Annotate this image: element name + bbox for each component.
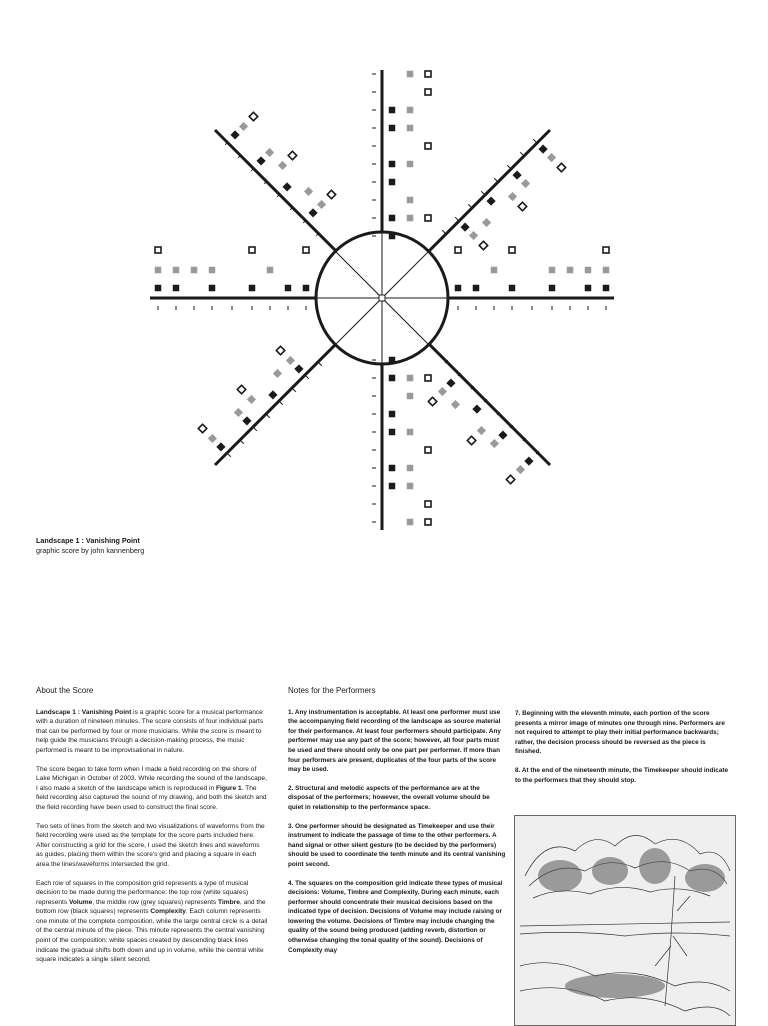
volume-square [506,475,514,483]
timbre-square [490,439,498,447]
timbre-square [451,400,459,408]
complexity-square [509,285,515,291]
timbre-square [209,267,215,273]
bold-term: Complexity [150,908,186,916]
bold-term: Timbre [218,898,240,906]
timbre-square [407,375,413,381]
timbre-square [234,408,242,416]
complexity-square [539,145,547,153]
timbre-square [407,393,413,399]
text-run: , and the bottom row (black squares) represents [36,898,266,916]
complexity-square [525,457,533,465]
complexity-square [249,285,255,291]
time-tick [254,428,257,431]
text-run: Two sets of lines from the sketch and two visualizations of waveforms from the field recording were used as the template for the score parts included here. After constructing a grid for the score, I used the sketch lines and waveforms as guides, placing them within the score's grid and placing a square in each area the lines/waveforms intersected the grid. [36,822,265,868]
timbre-square [407,429,413,435]
bold-term: Landscape 1 : Vanishing Point [36,708,132,716]
complexity-square [513,171,521,179]
complexity-square [389,233,395,239]
timbre-square [482,218,490,226]
complexity-square [389,375,395,381]
complexity-square [389,411,395,417]
time-tick [520,152,523,155]
notes-heading: Notes for the Performers [288,686,376,695]
complexity-square [455,285,461,291]
timbre-square [516,465,524,473]
timbre-square [407,215,413,221]
complexity-square [473,405,481,413]
timbre-square [317,200,325,208]
timbre-square [521,179,529,187]
time-tick [507,165,510,168]
complexity-square [487,197,495,205]
text-run: . Each column represents one minute of the complete composition, while the large central circle is a detail of the central minute of the piece. This minute represents the central vanishing point of the composition: white spaces created by descending black lines indicate the gradual shifts both down and up in volume, while the central white square indicates a single silent second. [36,908,268,964]
timbre-square [407,125,413,131]
volume-square [198,424,206,432]
complexity-square [549,285,555,291]
time-tick [293,389,296,392]
volume-square [249,112,257,120]
volume-square [509,247,515,253]
complexity-square [603,285,609,291]
volume-square [327,190,335,198]
notes-column-continued [515,709,733,794]
complexity-square [447,379,455,387]
complexity-square [473,285,479,291]
timbre-square [208,434,216,442]
bold-term: Figure 1 [215,784,242,792]
volume-square [425,375,431,381]
volume-square [455,247,461,253]
timbre-square [247,395,255,403]
time-tick [267,415,270,418]
complexity-square [303,285,309,291]
note-3: 3. One performer should be designated as Timekeeper and use their instrument to indicate the passage of time to the other performers. A hand signal or other silent gesture (to be decided by the performers) should be used to coordinate the tenth minute and its central vanishing point second. [288,822,506,868]
volume-square [467,436,475,444]
timbre-square [508,192,516,200]
timbre-square [239,122,247,130]
about-paragraph-3 [36,822,268,870]
time-tick [228,454,231,457]
volume-square [557,163,565,171]
time-tick [319,363,322,366]
timbre-square [549,267,555,273]
complexity-square [243,417,251,425]
caption-subtitle: graphic score by john kannenberg [36,546,145,555]
central-silent-square [379,295,385,301]
time-tick [241,441,244,444]
volume-square [518,202,526,210]
timbre-square [603,267,609,273]
timbre-square [469,231,477,239]
timbre-square [407,71,413,77]
bold-term: Volume [69,898,93,906]
about-paragraph-1 [36,708,268,756]
timbre-square [477,426,485,434]
complexity-square [309,209,317,217]
timbre-square [267,267,273,273]
about-paragraph-4 [36,879,268,965]
text-run: The score began to take form when I made a field recording on the shore of Lake Michigan in October of 2003. While recording the sound of the landscape, I also made a sketch of the landscape which is reproduced in [36,765,267,792]
time-tick [533,139,536,142]
volume-square [237,385,245,393]
note-4: 4. The squares on the composition grid indicate three types of musical decisions: Volume, Timbre and Complexity. During each minute, each performer should concentrate their musical decisions based on the indicated type of decision. Decisions of Volume may include raising or lowering the volume. Decisions of Timbre may include changing the quality of the sound being produced (adding reverb, distortion or otherwise changing the tonal quality of the sound). Decisions of Complexity may [288,879,503,954]
complexity-square [389,125,395,131]
volume-square [425,215,431,221]
complexity-square [269,391,277,399]
timbre-square [407,519,413,525]
timbre-square [155,267,161,273]
time-tick [442,230,445,233]
landscape-sketch-figure [514,815,736,1026]
complexity-square [389,215,395,221]
note-2: 2. Structural and melodic aspects of the performance are at the disposal of the performers; however, the overall volume should be quiet in relationship to the performance space. [288,784,490,811]
complexity-square [389,483,395,489]
time-tick [280,402,283,405]
complexity-square [257,157,265,165]
complexity-square [173,285,179,291]
volume-square [428,397,436,405]
score-lines [150,70,614,530]
timbre-square [278,161,286,169]
timbre-square [265,148,273,156]
complexity-square [389,161,395,167]
timbre-square [191,267,197,273]
volume-square [425,447,431,453]
volume-square [276,346,284,354]
timbre-square [491,267,497,273]
volume-square [425,89,431,95]
about-heading: About the Score [36,686,94,695]
complexity-square [499,431,507,439]
timbre-square [407,465,413,471]
volume-square [288,151,296,159]
timbre-square [547,153,555,161]
complexity-square [389,107,395,113]
time-tick [306,376,309,379]
volume-square [249,247,255,253]
about-paragraph-2 [36,765,268,813]
volume-square [425,519,431,525]
complexity-square [285,285,291,291]
volume-square [479,241,487,249]
timbre-square [304,187,312,195]
volume-square [603,247,609,253]
timbre-square [407,107,413,113]
timbre-square [407,197,413,203]
complexity-square [389,465,395,471]
complexity-square [389,179,395,185]
timbre-square [407,161,413,167]
timbre-square [286,356,294,364]
time-tick [494,178,497,181]
complexity-square [209,285,215,291]
score-caption [36,536,144,556]
volume-square [155,247,161,253]
time-tick [455,217,458,220]
text-run: is a graphic score for a musical performance with a duration of nineteen minutes. The score consists of four individual parts that can be performed by four or more musicians. While the score is meant to help guide the musicians through a decision-making process, the music performed is meant to be improvisational in nature. [36,708,264,754]
notes-column [288,686,506,964]
volume-square [425,501,431,507]
timbre-square [438,387,446,395]
note-7: 7. Beginning with the eleventh minute, each portion of the score presents a mirror image of minutes one through nine. Performers are not required to attempt to play their initial performance backwards; rather, the decision process should be reversed as the piece is finished. [515,710,725,756]
text-run: Each row of squares in the composition grid represents a type of musical decision to be made during the performance: the top row (white squares) represents [36,879,249,906]
volume-square [303,247,309,253]
timbre-square [585,267,591,273]
timbre-square [173,267,179,273]
complexity-square [461,223,469,231]
complexity-square [217,443,225,451]
complexity-square [283,183,291,191]
complexity-square [231,131,239,139]
about-column [36,686,268,974]
complexity-square [155,285,161,291]
complexity-square [389,429,395,435]
time-tick [468,204,471,207]
timbre-square [273,369,281,377]
volume-square [425,143,431,149]
note-1: 1. Any instrumentation is acceptable. At least one performer must use the accompanying field recording of the landscape as source material for their performance. At least four performers should participate. Any performer may use any part of the score; however, all four parts must be used and there should only be one part per performer. If more than four performers are present, duplicates of the four parts of the score may be used. [288,708,501,774]
complexity-square [389,357,395,363]
complexity-square [295,365,303,373]
timbre-square [407,483,413,489]
complexity-square [585,285,591,291]
timbre-square [567,267,573,273]
time-tick [481,191,484,194]
sketch-image [515,816,735,1025]
caption-title: Landscape 1 : Vanishing Point [36,536,140,545]
text-run: . The field recording also captured the sound of my drawing, and both the sketch and the field recording have been used to construct the final score. [36,784,267,811]
volume-square [425,71,431,77]
note-8: 8. At the end of the nineteenth minute, the Timekeeper should indicate to the performers that they should stop. [515,766,729,784]
text-run: , the middle row (grey squares) represents [92,898,219,906]
